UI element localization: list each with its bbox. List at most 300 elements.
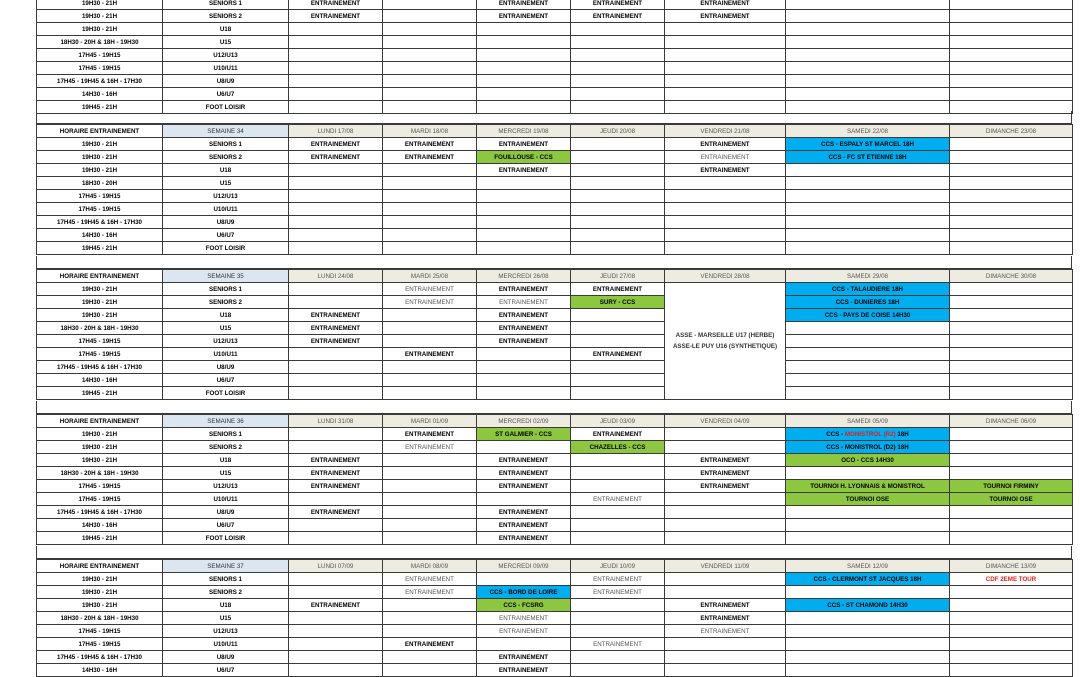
empty-cell: [665, 36, 786, 49]
activity-cell: FOUILLOUSE - CCS: [477, 151, 571, 164]
time-slot-cell: 17H45 - 19H45 & 16H - 17H30: [37, 506, 163, 519]
schedule-header-cell: HORAIRE ENTRAINEMENT: [37, 270, 163, 283]
schedule-header-cell: HORAIRE ENTRAINEMENT: [37, 125, 163, 138]
empty-cell: [289, 88, 383, 101]
activity-cell: ENTRAINEMENT: [571, 573, 665, 586]
empty-cell: [571, 322, 665, 335]
time-slot-cell: 19H30 - 21H: [37, 23, 163, 36]
empty-cell: [477, 242, 571, 255]
activity-cell: CCS - BORD DE LOIRE: [477, 586, 571, 599]
block-separator: [36, 111, 1072, 124]
empty-cell: [786, 62, 950, 75]
empty-cell: [383, 599, 477, 612]
team-cell: SENIORS 1: [163, 138, 289, 151]
team-row: [37, 151, 1073, 164]
team-cell: U18: [163, 599, 289, 612]
activity-cell: ENTRAINEMENT: [665, 480, 786, 493]
empty-cell: [477, 88, 571, 101]
team-row: [37, 62, 1073, 75]
empty-cell: [786, 49, 950, 62]
week-block: [36, 124, 1073, 255]
empty-cell: [383, 322, 477, 335]
match-opponent-highlight: MONISTROL (R2): [844, 430, 896, 438]
empty-cell: [665, 203, 786, 216]
empty-cell: [950, 203, 1073, 216]
activity-cell: ENTRAINEMENT: [383, 638, 477, 651]
empty-cell: [289, 493, 383, 506]
activity-cell: ENTRAINEMENT: [383, 296, 477, 309]
empty-cell: [383, 612, 477, 625]
activity-cell: ENTRAINEMENT: [477, 138, 571, 151]
empty-cell: [571, 335, 665, 348]
time-slot-cell: 19H30 - 21H: [37, 428, 163, 441]
activity-cell: ENTRAINEMENT: [289, 506, 383, 519]
empty-cell: [289, 229, 383, 242]
empty-cell: [950, 599, 1073, 612]
activity-cell: CCS - PAYS DE COISE 14H30: [786, 309, 950, 322]
team-row: [37, 283, 1073, 296]
empty-cell: [786, 467, 950, 480]
activity-cell: ENTRAINEMENT: [383, 573, 477, 586]
schedule-header-cell: HORAIRE ENTRAINEMENT: [37, 560, 163, 573]
block-separator: [36, 546, 1072, 559]
empty-cell: [665, 532, 786, 545]
empty-cell: [950, 348, 1073, 361]
empty-cell: [786, 638, 950, 651]
empty-cell: [786, 216, 950, 229]
time-slot-cell: 17H45 - 19H15: [37, 348, 163, 361]
time-slot-cell: 19H30 - 21H: [37, 454, 163, 467]
team-cell: U8/U9: [163, 216, 289, 229]
empty-cell: [665, 428, 786, 441]
empty-cell: [289, 75, 383, 88]
time-slot-cell: 18H30 - 20H & 18H - 19H30: [37, 36, 163, 49]
team-row: [37, 177, 1073, 190]
team-cell: FOOT LOISIR: [163, 532, 289, 545]
empty-cell: [786, 625, 950, 638]
empty-cell: [950, 23, 1073, 36]
team-cell: U12/U13: [163, 49, 289, 62]
empty-cell: [571, 387, 665, 400]
team-row: [37, 309, 1073, 322]
team-cell: U10/U11: [163, 348, 289, 361]
team-cell: U8/U9: [163, 506, 289, 519]
time-slot-cell: 19H30 - 21H: [37, 10, 163, 23]
empty-cell: [383, 229, 477, 242]
time-slot-cell: 17H45 - 19H15: [37, 49, 163, 62]
week-label-cell: SEMAINE 34: [163, 125, 289, 138]
empty-cell: [786, 164, 950, 177]
week-header-row: [37, 125, 1073, 138]
activity-cell: ENTRAINEMENT: [665, 599, 786, 612]
empty-cell: [571, 88, 665, 101]
empty-cell: [950, 75, 1073, 88]
empty-cell: [786, 322, 950, 335]
activity-cell: ENTRAINEMENT: [571, 428, 665, 441]
day-header-cell: JEUDI 03/09: [571, 415, 665, 428]
team-cell: SENIORS 2: [163, 586, 289, 599]
empty-cell: [950, 151, 1073, 164]
empty-cell: [477, 638, 571, 651]
week-block: [36, 414, 1073, 545]
activity-cell: ENTRAINEMENT: [477, 335, 571, 348]
team-row: [37, 335, 1073, 348]
team-row: [37, 625, 1073, 638]
team-row: [37, 216, 1073, 229]
empty-cell: [950, 296, 1073, 309]
team-row: [37, 348, 1073, 361]
empty-cell: [477, 229, 571, 242]
activity-cell: ENTRAINEMENT: [289, 467, 383, 480]
team-cell: U12/U13: [163, 335, 289, 348]
day-header-cell: DIMANCHE 30/08: [950, 270, 1073, 283]
empty-cell: [950, 335, 1073, 348]
empty-cell: [571, 612, 665, 625]
empty-cell: [786, 374, 950, 387]
day-header-cell: MERCREDI 09/09: [477, 560, 571, 573]
activity-cell: ENTRAINEMENT: [665, 454, 786, 467]
week-block: [36, 559, 1073, 677]
day-header-cell: MARDI 08/09: [383, 560, 477, 573]
empty-cell: [665, 88, 786, 101]
empty-cell: [950, 309, 1073, 322]
empty-cell: [289, 62, 383, 75]
empty-cell: [950, 467, 1073, 480]
team-cell: U10/U11: [163, 62, 289, 75]
day-header-cell: JEUDI 20/08: [571, 125, 665, 138]
empty-cell: [477, 441, 571, 454]
activity-cell: ENTRAINEMENT: [383, 348, 477, 361]
activity-cell: ENTRAINEMENT: [477, 625, 571, 638]
empty-cell: [571, 454, 665, 467]
empty-cell: [383, 493, 477, 506]
activity-cell: ST GALMIER - CCS: [477, 428, 571, 441]
empty-cell: [383, 23, 477, 36]
activity-cell: ENTRAINEMENT: [665, 10, 786, 23]
activity-cell: ENTRAINEMENT: [383, 586, 477, 599]
activity-cell: CDF 2EME TOUR: [950, 573, 1073, 586]
team-cell: SENIORS 2: [163, 296, 289, 309]
team-row: [37, 506, 1073, 519]
time-slot-cell: 18H30 - 20H: [37, 177, 163, 190]
activity-cell: TOURNOI H. LYONNAIS & MONISTROL: [786, 480, 950, 493]
week-label-cell: SEMAINE 36: [163, 415, 289, 428]
empty-cell: [477, 348, 571, 361]
activity-cell: ENTRAINEMENT: [289, 151, 383, 164]
empty-cell: [786, 10, 950, 23]
empty-cell: [289, 348, 383, 361]
empty-cell: [665, 23, 786, 36]
day-header-cell: SAMEDI 12/09: [786, 560, 950, 573]
time-slot-cell: 19H30 - 21H: [37, 283, 163, 296]
time-slot-cell: 19H30 - 21H: [37, 138, 163, 151]
empty-cell: [786, 361, 950, 374]
empty-cell: [665, 586, 786, 599]
day-header-cell: LUNDI 24/08: [289, 270, 383, 283]
match-note-line: ASSE - MARSEILLE U17 (HERBE): [675, 332, 775, 339]
team-cell: U10/U11: [163, 203, 289, 216]
empty-cell: [383, 49, 477, 62]
empty-cell: [786, 177, 950, 190]
empty-cell: [665, 638, 786, 651]
empty-cell: [950, 177, 1073, 190]
block-separator: [36, 401, 1072, 414]
empty-cell: [383, 361, 477, 374]
team-row: [37, 599, 1073, 612]
team-row: [37, 361, 1073, 374]
empty-cell: [665, 519, 786, 532]
day-header-cell: VENDREDI 11/09: [665, 560, 786, 573]
time-slot-cell: 18H30 - 20H & 18H - 19H30: [37, 467, 163, 480]
team-cell: U6/U7: [163, 519, 289, 532]
team-row: [37, 203, 1073, 216]
day-header-cell: SAMEDI 05/09: [786, 415, 950, 428]
block-separator: [36, 256, 1072, 269]
activity-cell: TOURNOI OSE: [950, 493, 1073, 506]
time-slot-cell: 17H45 - 19H15: [37, 62, 163, 75]
empty-cell: [665, 229, 786, 242]
time-slot-cell: 17H45 - 19H15: [37, 203, 163, 216]
empty-cell: [950, 361, 1073, 374]
activity-cell: ENTRAINEMENT: [477, 651, 571, 664]
time-slot-cell: 17H45 - 19H15: [37, 625, 163, 638]
activity-cell: CCS - FC ST ETIENNE 18H: [786, 151, 950, 164]
empty-cell: [786, 23, 950, 36]
team-cell: U15: [163, 467, 289, 480]
day-header-cell: DIMANCHE 06/09: [950, 415, 1073, 428]
empty-cell: [571, 467, 665, 480]
match-note-cell: [665, 283, 786, 400]
team-cell: U8/U9: [163, 75, 289, 88]
empty-cell: [289, 374, 383, 387]
empty-cell: [477, 177, 571, 190]
empty-cell: [477, 493, 571, 506]
time-slot-cell: 17H45 - 19H15: [37, 480, 163, 493]
team-row: [37, 441, 1073, 454]
match-text: CCS -: [826, 430, 845, 438]
team-cell: FOOT LOISIR: [163, 242, 289, 255]
activity-cell: CCS - MONISTROL (D2) 18H: [786, 441, 950, 454]
empty-cell: [383, 164, 477, 177]
time-slot-cell: 19H45 - 21H: [37, 532, 163, 545]
match-note-line: ASSE-LE PUY U16 (SYNTHETIQUE): [672, 343, 778, 350]
team-cell: FOOT LOISIR: [163, 387, 289, 400]
empty-cell: [950, 586, 1073, 599]
empty-cell: [289, 573, 383, 586]
empty-cell: [383, 190, 477, 203]
day-header-cell: JEUDI 10/09: [571, 560, 665, 573]
empty-cell: [383, 203, 477, 216]
activity-cell: CCS - FCSRG: [477, 599, 571, 612]
team-row: [37, 651, 1073, 664]
activity-cell: ENTRAINEMENT: [289, 454, 383, 467]
empty-cell: [786, 75, 950, 88]
activity-cell: ENTRAINEMENT: [665, 138, 786, 151]
empty-cell: [289, 49, 383, 62]
empty-cell: [571, 599, 665, 612]
activity-cell: ENTRAINEMENT: [477, 664, 571, 677]
empty-cell: [383, 387, 477, 400]
empty-cell: [289, 387, 383, 400]
empty-cell: [571, 23, 665, 36]
empty-cell: [383, 532, 477, 545]
empty-cell: [571, 309, 665, 322]
team-cell: SENIORS 2: [163, 441, 289, 454]
time-slot-cell: 19H45 - 21H: [37, 387, 163, 400]
team-row: [37, 190, 1073, 203]
empty-cell: [383, 177, 477, 190]
team-row: [37, 88, 1073, 101]
empty-cell: [477, 23, 571, 36]
empty-cell: [571, 190, 665, 203]
team-cell: SENIORS 1: [163, 283, 289, 296]
team-row: [37, 480, 1073, 493]
empty-cell: [950, 428, 1073, 441]
team-row: [37, 10, 1073, 23]
empty-cell: [786, 0, 950, 10]
team-cell: U6/U7: [163, 374, 289, 387]
activity-cell: ENTRAINEMENT: [289, 599, 383, 612]
empty-cell: [950, 10, 1073, 23]
empty-cell: [571, 164, 665, 177]
team-row: [37, 229, 1073, 242]
empty-cell: [950, 36, 1073, 49]
time-slot-cell: 17H45 - 19H45 & 16H - 17H30: [37, 361, 163, 374]
empty-cell: [383, 36, 477, 49]
empty-cell: [786, 229, 950, 242]
empty-cell: [383, 0, 477, 10]
team-row: [37, 36, 1073, 49]
activity-cell: ENTRAINEMENT: [477, 506, 571, 519]
empty-cell: [786, 190, 950, 203]
empty-cell: [786, 36, 950, 49]
day-header-cell: MARDI 25/08: [383, 270, 477, 283]
empty-cell: [383, 467, 477, 480]
time-slot-cell: 19H30 - 21H: [37, 151, 163, 164]
empty-cell: [383, 242, 477, 255]
empty-cell: [571, 138, 665, 151]
empty-cell: [289, 441, 383, 454]
empty-cell: [786, 651, 950, 664]
empty-cell: [571, 229, 665, 242]
empty-cell: [786, 532, 950, 545]
day-header-cell: JEUDI 27/08: [571, 270, 665, 283]
empty-cell: [289, 651, 383, 664]
activity-cell: ENTRAINEMENT: [571, 10, 665, 23]
empty-cell: [786, 348, 950, 361]
team-cell: SENIORS 2: [163, 151, 289, 164]
day-header-cell: LUNDI 07/09: [289, 560, 383, 573]
empty-cell: [786, 506, 950, 519]
empty-cell: [477, 573, 571, 586]
team-row: [37, 454, 1073, 467]
activity-cell: ENTRAINEMENT: [477, 519, 571, 532]
empty-cell: [950, 441, 1073, 454]
week-block: [36, 269, 1073, 400]
empty-cell: [665, 177, 786, 190]
activity-cell: OCO - CCS 14H30: [786, 454, 950, 467]
day-header-cell: SAMEDI 22/08: [786, 125, 950, 138]
activity-cell: ENTRAINEMENT: [383, 283, 477, 296]
empty-cell: [477, 374, 571, 387]
empty-cell: [383, 506, 477, 519]
activity-cell: ENTRAINEMENT: [477, 283, 571, 296]
team-cell: U6/U7: [163, 88, 289, 101]
empty-cell: [950, 374, 1073, 387]
empty-cell: [950, 625, 1073, 638]
activity-cell: ENTRAINEMENT: [477, 10, 571, 23]
time-slot-cell: 19H30 - 21H: [37, 164, 163, 177]
day-header-cell: DIMANCHE 13/09: [950, 560, 1073, 573]
activity-cell: CCS - ST CHAMOND 14H30: [786, 599, 950, 612]
activity-cell: ENTRAINEMENT: [665, 164, 786, 177]
empty-cell: [289, 586, 383, 599]
empty-cell: [571, 625, 665, 638]
team-cell: U15: [163, 322, 289, 335]
empty-cell: [665, 242, 786, 255]
team-row: [37, 49, 1073, 62]
empty-cell: [786, 203, 950, 216]
empty-cell: [950, 651, 1073, 664]
team-row: [37, 242, 1073, 255]
empty-cell: [950, 638, 1073, 651]
time-slot-cell: 19H30 - 21H: [37, 296, 163, 309]
activity-cell: ENTRAINEMENT: [477, 164, 571, 177]
empty-cell: [571, 242, 665, 255]
empty-cell: [950, 164, 1073, 177]
empty-cell: [665, 62, 786, 75]
activity-cell: ENTRAINEMENT: [571, 283, 665, 296]
team-cell: U12/U13: [163, 190, 289, 203]
empty-cell: [571, 151, 665, 164]
empty-cell: [383, 62, 477, 75]
team-cell: U18: [163, 309, 289, 322]
empty-cell: [289, 242, 383, 255]
team-cell: U12/U13: [163, 625, 289, 638]
day-header-cell: DIMANCHE 23/08: [950, 125, 1073, 138]
empty-cell: [950, 216, 1073, 229]
time-slot-cell: 19H45 - 21H: [37, 242, 163, 255]
time-slot-cell: 19H30 - 21H: [37, 0, 163, 10]
empty-cell: [786, 586, 950, 599]
empty-cell: [289, 216, 383, 229]
empty-cell: [786, 519, 950, 532]
team-cell: U6/U7: [163, 229, 289, 242]
empty-cell: [571, 651, 665, 664]
empty-cell: [477, 36, 571, 49]
empty-cell: [571, 75, 665, 88]
team-cell: U15: [163, 36, 289, 49]
empty-cell: [950, 322, 1073, 335]
empty-cell: [571, 36, 665, 49]
activity-cell: ENTRAINEMENT: [477, 322, 571, 335]
time-slot-cell: 19H30 - 21H: [37, 586, 163, 599]
empty-cell: [950, 49, 1073, 62]
activity-cell: ENTRAINEMENT: [289, 0, 383, 10]
empty-cell: [477, 49, 571, 62]
team-row: [37, 374, 1073, 387]
time-slot-cell: 19H45 - 21H: [37, 101, 163, 114]
team-row: [37, 519, 1073, 532]
team-row: [37, 467, 1073, 480]
activity-cell: ENTRAINEMENT: [571, 493, 665, 506]
empty-cell: [950, 454, 1073, 467]
team-row: [37, 428, 1073, 441]
empty-cell: [477, 203, 571, 216]
time-slot-cell: 17H45 - 19H45 & 16H - 17H30: [37, 75, 163, 88]
day-header-cell: SAMEDI 29/08: [786, 270, 950, 283]
team-row: [37, 23, 1073, 36]
